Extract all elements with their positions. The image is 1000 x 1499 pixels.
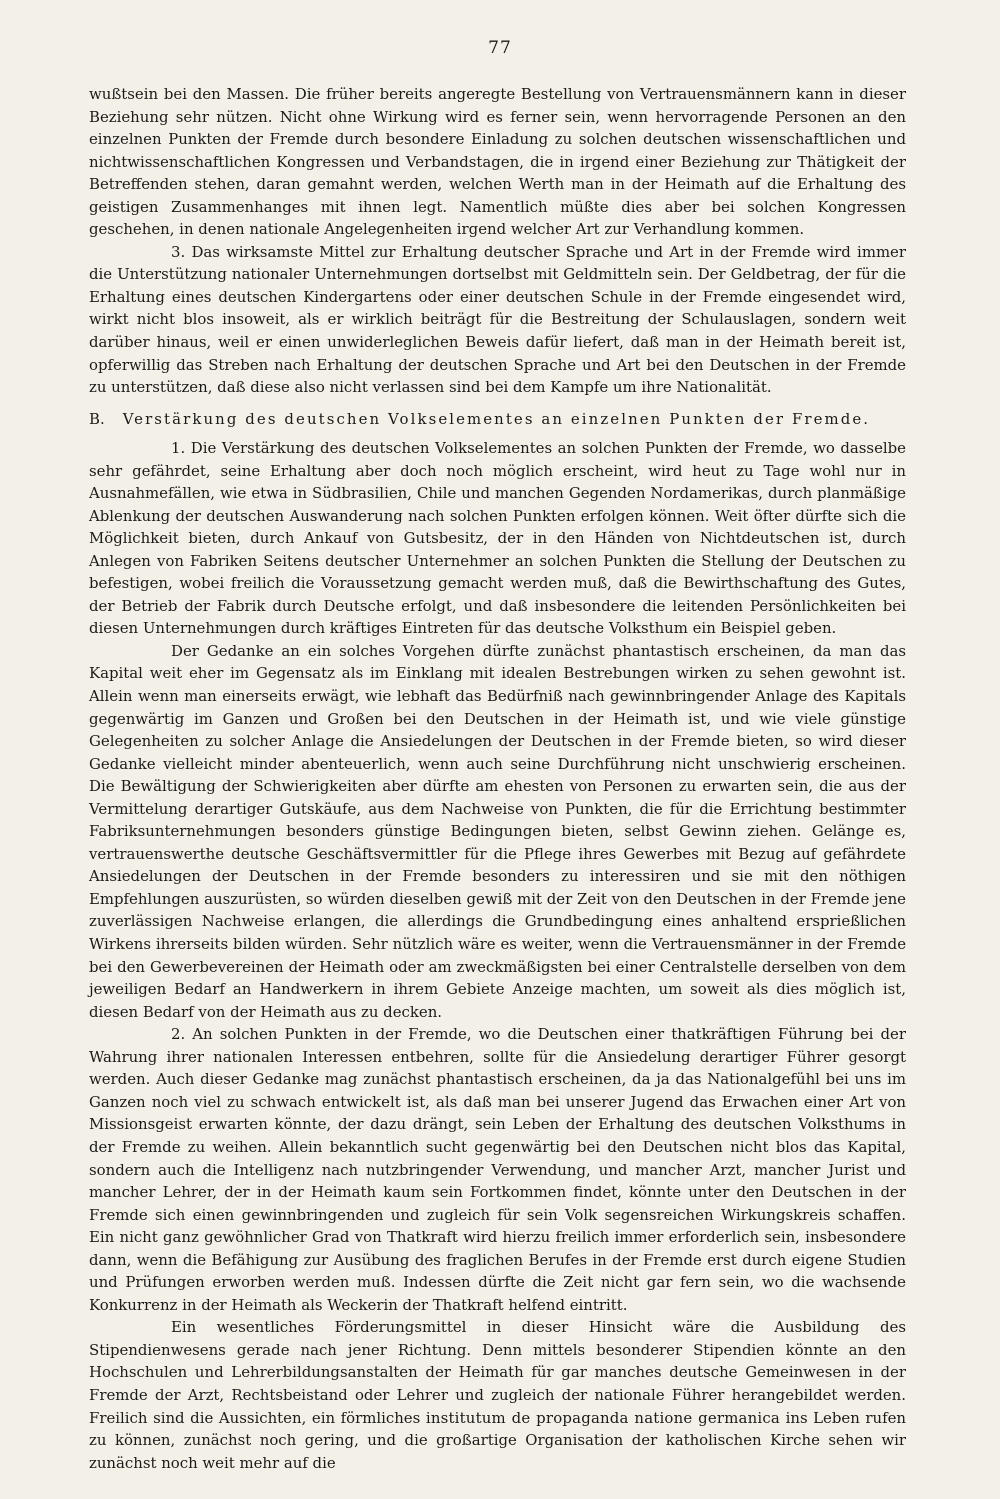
section-heading <box>89 408 906 433</box>
section-b <box>89 408 906 1474</box>
final-paragraph-before: Ein wesentliches Förderungsmittel in dieser Hinsicht wäre die Ausbildung des Stipendienwesens gerade nach jener Richtung. Denn mittels besonderer Stipendien könnte an den Hochschulen und Lehrerbildungsanstalten der Heimath für gar manches deutsche Gemeinwesen in der Fremde der Arzt, Rechtsbeistand oder Lehrer und zugleich der nationale Führer herangebildet werden. Freilich sind die Aussichten, ein förmliches <box>89 1318 906 1427</box>
final-paragraph-after: ins Leben rufen zu können, zunächst noch gering, und die großartige Organisation der katholischen Kirche sehen wir zunächst noch weit mehr auf die <box>89 1408 907 1472</box>
section-title: Verstärkung des deutschen Volkselementes an einzelnen Punkten der Fremde. <box>122 410 871 428</box>
intro-paragraph-2: 3. Das wirksamste Mittel zur Erhaltung deutscher Sprache und Art in der Fremde wird immer die Unterstützung nationaler Unternehmungen dortselbst mit Geldmitteln sein. Der Geldbetrag, der für die Erhaltung eines deutschen Kindergartens oder einer deutschen Schule in der Fremde eingesendet wird, wirkt nicht blos insoweit, als er wirklich beiträgt für die Bestreitung der Schulauslagen, sondern weit darüber hinaus, weil er einen unwiderleglichen Beweis dafür liefert, daß man in der Heimath bereit ist, opferwillig das Streben nach Erhaltung der deutschen Sprache und Art bei den Deutschen in der Fremde zu unterstützen, daß diese also nicht verlassen sind bei dem Kampfe um ihre Nationalität. <box>89 242 906 397</box>
body-paragraph-2: Der Gedanke an ein solches Vorgehen dürfte zunächst phantastisch erscheinen, da man das Kapital weit eher im Gegensatz als im Einklang mit idealen Bestrebungen wirken zu sehen gewohnt ist. Allein wenn man einerseits erwägt, wie lebhaft das Bedürfniß nach gewinnbringender Anlage des Kapitals gegenwärtig im Ganzen und Großen bei den Deutschen in der Heimath ist, und wie viele günstige Gelegenheiten zu solcher Anlage die Ansiedelungen der Deutschen in der Fremde bieten, so wird dieser Gedanke vielleicht minder abenteuerlich, wenn auch seine Durchführung nicht unschwierig erscheinen. Die Bewältigung der Schwierigkeiten aber dürfte am ehesten von Personen zu erwarten sein, die aus der Vermittelung derartiger Gutskäufe, aus dem Nachweise von Punkten, die für die Errichtung bestimmter Fabriksunternehmungen besonders günstige Bedingungen bieten, selbst Gewinn ziehen. Gelänge es, vertrauenswerthe deutsche Geschäftsvermittler für die Pflege ihres Gewerbes mit Bezug auf gefährdete Ansiedelungen der Deutschen in der Fremde besonders zu interessiren und sie mit den nöthigen Empfehlungen auszurüsten, so würden dieselben gewiß mit der Zeit von den Deutschen in der Fremde jene zuverlässigen Nachweise erlangen, die allerdings die Grundbedingung eines anhaltend ersprießlichen Wirkens ihrerseits bilden würden. Sehr nützlich wäre es weiter, wenn die Vertrauensmänner in der Fremde bei den Gewerbevereinen der Heimath oder am zweckmäßigsten bei einer Centralstelle derselben von dem jeweiligen Bedarf an Handwerkern in ihrem Gebiete Anzeige machten, um soweit als dies möglich ist, diesen Bedarf von der Heimath aus zu decken. <box>89 641 906 1021</box>
page-number: 77 <box>488 38 512 58</box>
body-paragraph-4 <box>89 1316 906 1474</box>
body-paragraph-3: 2. An solchen Punkten in der Fremde, wo die Deutschen einer thatkräftigen Führung bei der Wahrung ihrer nationalen Interessen entbehren, sollte für die Ansiedelung derartiger Führer gesorgt werden. Auch dieser Gedanke mag zunächst phantastisch erscheinen, da ja das Nationalgefühl bei uns im Ganzen noch viel zu schwach entwickelt ist, als daß man bei unserer Jugend das Erwachen einer Art von Missionsgeist erwarten könnte, der dazu drängt, sein Leben der Erhaltung des deutschen Volksthums in der Fremde zu weihen. Allein bekanntlich sucht gegenwärtig bei den Deutschen nicht blos das Kapital, sondern auch die Intelligenz nach nutzbringender Verwendung, und mancher Arzt, mancher Jurist und mancher Lehrer, der in der Heimath kaum sein Fortkommen findet, könnte unter den Deutschen in der Fremde sich einen gewinnbringenden und zugleich für sein Volk segensreichen Wirkungskreis schaffen. Ein nicht ganz gewöhnlicher Grad von Thatkraft wird hierzu freilich immer erforderlich sein, insbesondere dann, wenn die Befähigung zur Ausübung des fraglichen Berufes in der Fremde erst durch eigene Studien und Prüfungen erworben werden muß. Indessen dürfte die Zeit nicht gar fern sein, wo die wachsende Konkurrenz in der Heimath als Weckerin der Thatkraft helfend eintritt. <box>89 1025 906 1314</box>
section-label: B. <box>89 410 105 428</box>
latin-phrase: institutum de propaganda natione germanica <box>425 1408 780 1427</box>
body-paragraph-1: 1. Die Verstärkung des deutschen Volkselementes an solchen Punkten der Fremde, wo dasselbe sehr gefährdet, seine Erhaltung aber doch noch möglich erscheint, wird heut zu Tage wohl nur in Ausnahmefällen, wie etwa in Südbrasilien, Chile und manchen Gegenden Nordamerikas, durch planmäßige Ablenkung der deutschen Auswanderung nach solchen Punkten erfolgen können. Weit öfter dürfte sich die Möglichkeit bieten, durch Ankauf von Gutsbesitz, der in den Händen von Nichtdeutschen ist, durch Anlegen von Fabriken Seitens deutscher Unternehmer an solchen Punkten die Stellung der Deutschen zu befestigen, wobei freilich die Voraussetzung gemacht werden muß, daß die Bewirthschaftung des Gutes, der Betrieb der Fabrik durch Deutsche erfolgt, und daß insbesondere die leitenden Persönlichkeiten bei diesen Unternehmungen durch kräftiges Eintreten für das deutsche Volksthum ein Beispiel geben. <box>89 439 906 638</box>
intro-paragraph-1: wußtsein bei den Massen. Die früher bereits angeregte Bestellung von Vertrauensmännern kann in dieser Beziehung sehr nützen. Nicht ohne Wirkung wird es ferner sein, wenn hervorragende Personen an den einzelnen Punkten der Fremde durch besondere Einladung zu solchen deutschen wissenschaftlichen und nichtwissenschaftlichen Kongressen und Verbandstagen, die in irgend einer Beziehung zur Thätigkeit der Betreffenden stehen, daran gemahnt werden, welchen Werth man in der Heimath auf die Erhaltung des geistigen Zusammenhanges mit ihnen legt. Namentlich müßte dies aber bei solchen Kongressen geschehen, in denen nationale Angelegenheiten irgend welcher Art zur Verhandlung kommen. <box>89 85 906 239</box>
intro-text-block <box>89 83 906 399</box>
